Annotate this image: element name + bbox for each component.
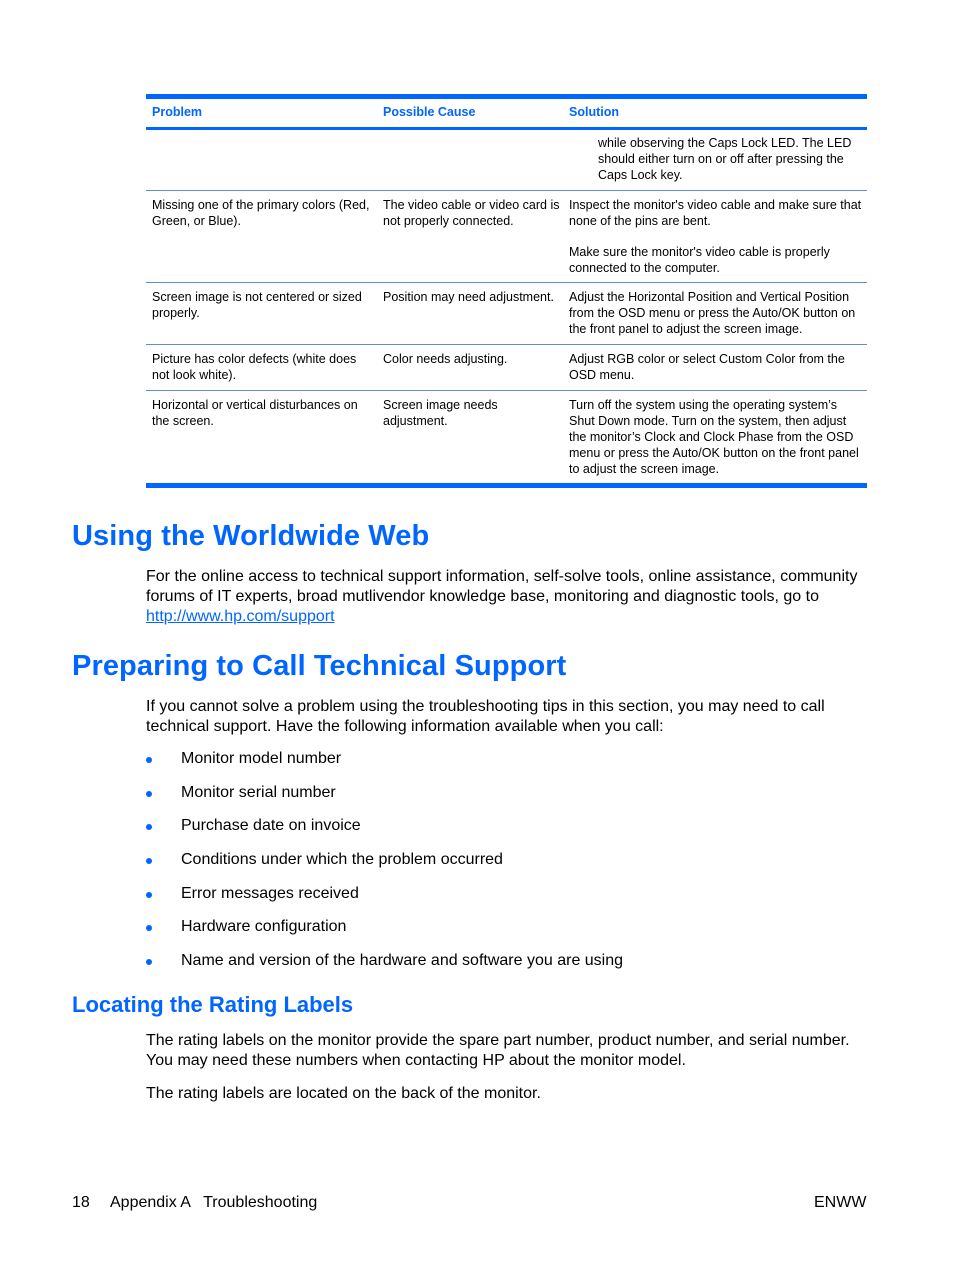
bullet-icon [146, 824, 152, 830]
solution-text: Adjust the Horizontal Position and Vertical Position from the OSD menu or press the Auto/OK button on the front panel to adjust the screen image. [569, 290, 856, 336]
list-item [146, 816, 866, 850]
header-possible-cause: Possible Cause [383, 105, 476, 119]
bullet-icon [146, 925, 152, 931]
bullet-icon [146, 791, 152, 797]
solution-cell [569, 397, 865, 477]
support-link[interactable]: http://www.hp.com/support [146, 608, 335, 625]
table-row [146, 391, 867, 483]
cause-cell: Position may need adjustment. [383, 290, 554, 304]
table-bottom-rule [146, 483, 867, 488]
cause-cell: The video cable or video card is not properly connected. [383, 198, 560, 228]
solution-cell [569, 289, 865, 337]
list-item-text: Conditions under which the problem occurred [181, 851, 503, 869]
section-heading-rating: Locating the Rating Labels [72, 992, 354, 1017]
table-row [146, 283, 867, 345]
list-item [146, 917, 866, 951]
list-item [146, 783, 866, 817]
bullet-icon [146, 858, 152, 864]
list-item-text: Hardware configuration [181, 918, 347, 936]
table-header [146, 99, 867, 130]
rating-paragraph-2: The rating labels are located on the back of the monitor. [146, 1085, 541, 1102]
section-heading-web: Using the Worldwide Web [72, 520, 430, 552]
list-item-text: Monitor model number [181, 750, 342, 767]
problem-cell: Horizontal or vertical disturbances on the screen. [152, 398, 358, 428]
web-paragraph [146, 567, 868, 627]
page-number: 18 [72, 1194, 90, 1211]
solution-text: while observing the Caps Lock LED. The LED should either turn on or off after pressing the Caps Lock key. [598, 136, 852, 182]
problem-cell: Picture has color defects (white does not look white). [152, 352, 357, 382]
support-info-list [146, 749, 866, 985]
problem-cell: Missing one of the primary colors (Red, Green, or Blue). [152, 198, 370, 228]
section-heading-support: Preparing to Call Technical Support [72, 650, 567, 682]
list-item-text: Purchase date on invoice [181, 817, 361, 835]
header-solution: Solution [569, 105, 619, 119]
solution-cell [569, 197, 865, 276]
cause-cell: Color needs adjusting. [383, 352, 508, 366]
footer-section: Appendix A Troubleshooting [110, 1194, 318, 1211]
solution-cell [598, 135, 866, 183]
footer-code: ENWW [814, 1194, 867, 1211]
list-item-text: Name and version of the hardware and software you are using [181, 952, 624, 970]
solution-text: Inspect the monitor's video cable and make sure that none of the pins are bent. [569, 198, 862, 228]
bullet-icon [146, 757, 152, 763]
table-row [146, 191, 867, 283]
list-item [146, 850, 866, 884]
solution-cell [569, 351, 865, 383]
bullet-icon [146, 892, 152, 898]
solution-text: Turn off the system using the operating system’s Shut Down mode. Turn on the system, then adjust the monitor’s Clock and Clock Phase from the OSD menu or press the Auto/OK button on the front panel to adjust the screen image. [569, 398, 859, 476]
bullet-icon [146, 959, 152, 965]
list-item [146, 884, 866, 918]
list-item [146, 951, 866, 985]
list-item [146, 749, 866, 783]
support-intro: If you cannot solve a problem using the troubleshooting tips in this section, you may need to call technical support. Have the following information available when you call: [146, 698, 825, 735]
web-text: For the online access to technical support information, self-solve tools, online assistance, community forums of IT experts, broad mutlivendor knowledge base, monitoring and diagnostic tools, go to [146, 568, 858, 605]
list-item-text: Monitor serial number [181, 783, 336, 801]
rating-paragraph-1: The rating labels on the monitor provide the spare part number, product number, and serial number. You may need these numbers when contacting HP about the monitor model. [146, 1032, 850, 1069]
solution-text: Make sure the monitor's video cable is properly connected to the computer. [569, 245, 830, 275]
list-item-text: Error messages received [181, 884, 359, 902]
header-problem: Problem [152, 105, 203, 119]
solution-text: Adjust RGB color or select Custom Color from the OSD menu. [569, 352, 845, 382]
problem-cell: Screen image is not centered or sized properly. [152, 290, 362, 320]
table-row [146, 345, 867, 391]
cause-cell: Screen image needs adjustment. [383, 398, 498, 428]
table-row [146, 130, 867, 191]
